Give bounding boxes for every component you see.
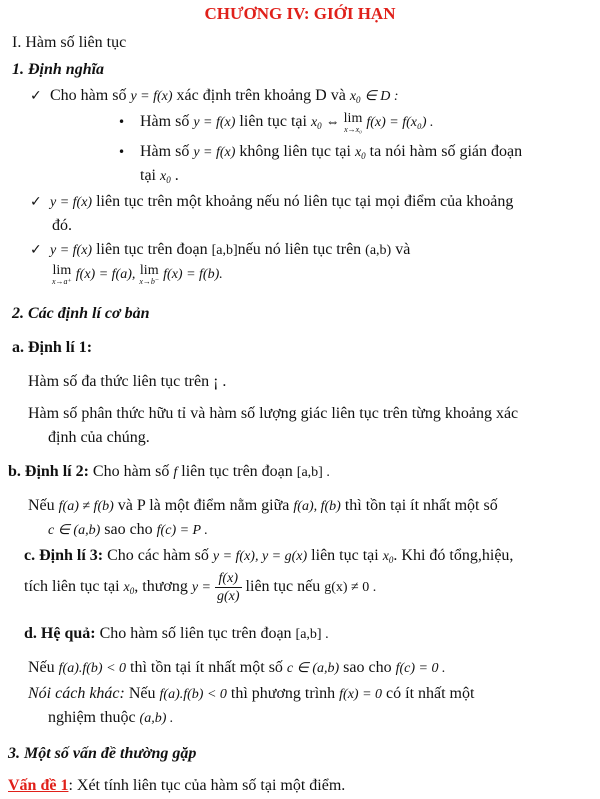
- subheading-definition: 1. Định nghĩa: [12, 61, 105, 78]
- subheading-common-problems: 3. Một số vấn đề thường gặp: [8, 745, 197, 762]
- corollary-line-1: Nếu f(a).f(b) < 0 thì tồn tại ít nhất một số c ∈ (a,b) sao cho f(c) = 0 .: [28, 659, 446, 676]
- fraction: $\frac{f(x)}{g(x)}$: [217, 571, 240, 604]
- def-check-2-cont: đó.: [52, 217, 72, 234]
- def-check-3: ✓ y = f(x) liên tục trên đoạn [a,b]nếu nó liên tục trên (a,b) và: [30, 241, 411, 258]
- theorem-2-line-1: Nếu f(a) ≠ f(b) và P là một điểm nằm giữa f(a), f(b) thì tồn tại ít nhất một số: [28, 497, 498, 514]
- limit-expression: lim x→a⁺: [52, 263, 72, 286]
- subheading-theorems: 2. Các định lí cơ bản: [12, 305, 150, 322]
- theorem-1-title: a. Định lí 1:: [12, 339, 93, 356]
- bullet-icon: •: [118, 115, 126, 129]
- theorem-2-line-2: c ∈ (a,b) sao cho f(c) = P .: [48, 521, 208, 538]
- corollary-line-2: Nói cách khác: Nếu f(a).f(b) < 0 thì phương trình f(x) = 0 có ít nhất một: [28, 685, 475, 702]
- theorem-3-line-2: tích liên tục tại $x_0$, thương y = $\frac{f(x)}{g(x)}$ liên tục nếu g(x) ≠ 0 .: [24, 571, 377, 604]
- def-check-2: ✓ y = f(x) liên tục trên một khoảng nếu nó liên tục tại mọi điểm của khoảng: [30, 193, 514, 210]
- check-icon: ✓: [30, 194, 42, 210]
- theorem-2-header: b. Định lí 2: Cho hàm số f liên tục trên đoạn [a,b] .: [8, 463, 330, 480]
- issue-1: Vấn đề 1: Xét tính liên tục của hàm số tại một điểm.: [8, 777, 346, 794]
- limit-expression: lim x→b⁻: [139, 263, 160, 286]
- issue-1-label: Vấn đề 1: [8, 777, 69, 794]
- def-bullet-2: • Hàm số y = f(x) không liên tục tại $x_0$ ta nói hàm số gián đoạn: [118, 143, 523, 161]
- theorem-1-line-2: Hàm số phân thức hữu tỉ và hàm số lượng giác liên tục trên từng khoảng xác: [28, 405, 519, 422]
- bullet-icon: •: [118, 145, 126, 159]
- theorem-1-line-2-cont: định của chúng.: [48, 429, 150, 446]
- section-heading-1: I. Hàm số liên tục: [12, 34, 127, 51]
- def-check-1: ✓ Cho hàm số y = f(x) xác định trên khoảng D và $x_0$ ∈ D :: [30, 87, 399, 105]
- theorem-3-header: c. Định lí 3: Cho các hàm số y = f(x), y = g(x) liên tục tại $x_0$. Khi đó tổng,hiệu,: [24, 547, 514, 565]
- corollary-line-3: nghiệm thuộc (a,b) .: [48, 709, 174, 726]
- theorem-1-line-1: Hàm số đa thức liên tục trên ¡ .: [28, 373, 227, 390]
- limit-expression: lim x→x₀: [343, 111, 363, 134]
- def-bullet-1: • Hàm số y = f(x) liên tục tại $x_0$ ⇔ lim x→x₀ f(x) = f(x₀) .: [118, 111, 434, 134]
- check-icon: ✓: [30, 242, 42, 258]
- def-check-3-limits: lim x→a⁺ f(x) = f(a), lim x→b⁻ f(x) = f(b).: [52, 263, 223, 286]
- def-bullet-2-cont: tại $x_0$ .: [140, 167, 179, 185]
- corollary-header: d. Hệ quả: Cho hàm số liên tục trên đoạn [a,b] .: [24, 625, 329, 642]
- check-icon: ✓: [30, 88, 42, 104]
- chapter-title: CHƯƠNG IV: GIỚI HẠN: [204, 4, 396, 23]
